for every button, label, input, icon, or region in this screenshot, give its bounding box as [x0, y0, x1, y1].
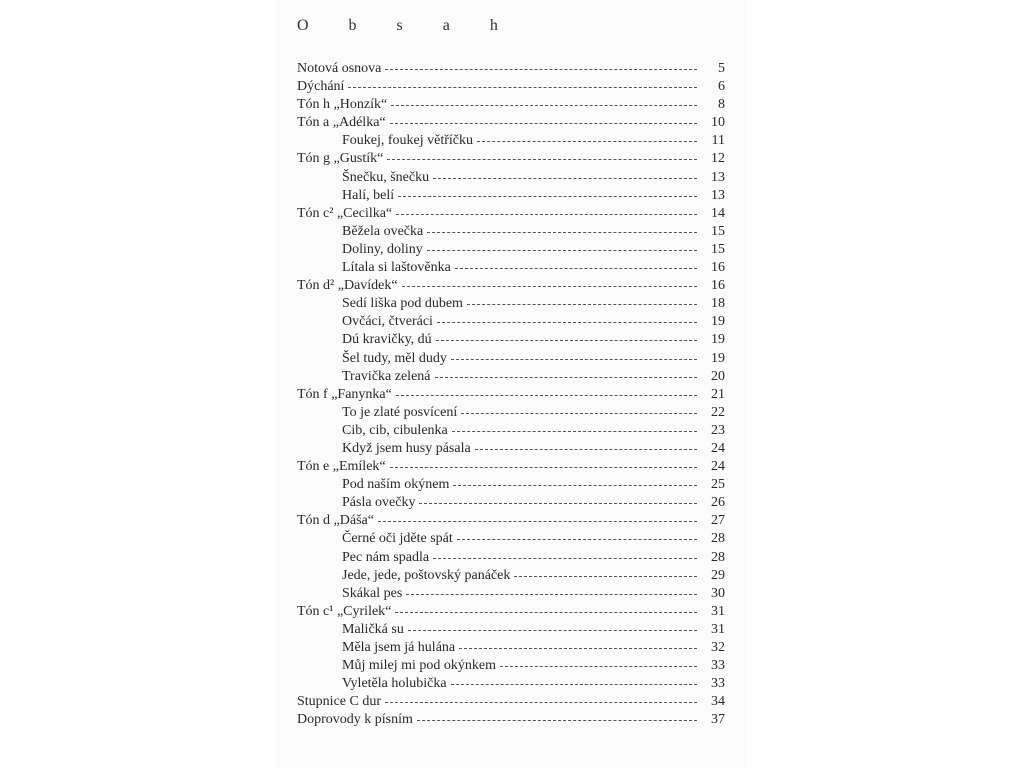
toc-subentry[interactable] [297, 331, 725, 349]
toc-page-number: 25 [711, 477, 725, 493]
dotted-leader [453, 485, 697, 486]
toc-entry-label: Doliny, doliny [342, 241, 423, 257]
toc-page-number: 16 [711, 260, 725, 276]
toc-subentry[interactable] [297, 404, 725, 422]
toc-entry-label: Lítala si laštověnka [342, 260, 451, 276]
toc-page-number: 23 [711, 422, 725, 438]
dotted-leader [390, 467, 697, 468]
toc-page-number: 22 [711, 404, 725, 420]
toc-subentry[interactable] [297, 313, 725, 331]
dotted-leader [417, 720, 697, 721]
page-title: O b s a h [297, 17, 516, 34]
dotted-leader [437, 322, 697, 323]
toc-page-number: 6 [718, 79, 725, 95]
toc-page-number: 29 [711, 567, 725, 583]
toc-page-number: 27 [711, 513, 725, 529]
toc-page-number: 13 [711, 187, 725, 203]
toc-page-number: 24 [711, 440, 725, 456]
toc-subentry[interactable] [297, 549, 725, 567]
toc-page-number: 14 [711, 205, 725, 221]
toc-subentry[interactable] [297, 440, 725, 458]
toc-entry-label: Cib, cib, cibulenka [342, 422, 448, 438]
dotted-leader [385, 69, 697, 70]
toc-entry-label: Notová osnova [297, 61, 382, 76]
toc-entry[interactable] [297, 386, 725, 404]
toc-subentry[interactable] [297, 223, 725, 241]
toc-entry-label: Dú kravičky, dú [342, 332, 432, 348]
dotted-leader [477, 141, 697, 142]
toc-entry[interactable] [297, 114, 725, 132]
dotted-leader [433, 558, 697, 559]
toc-entry-label: Tón h „Honzík“ [297, 97, 388, 113]
dotted-leader [390, 123, 697, 124]
dotted-leader [391, 105, 697, 106]
toc-page-number: 28 [711, 549, 725, 565]
dotted-leader [455, 268, 697, 269]
toc-entry-label: Šnečku, šnečku [342, 169, 430, 185]
toc-subentry[interactable] [297, 657, 725, 675]
toc-page-number: 24 [711, 459, 725, 475]
toc-entry[interactable] [297, 96, 725, 114]
toc-page-number: 30 [711, 585, 725, 601]
toc-subentry[interactable] [297, 494, 725, 512]
toc-page-number: 8 [718, 97, 725, 113]
dotted-leader [459, 648, 697, 649]
toc-page-number: 5 [718, 61, 725, 76]
toc-entry-label: Měla jsem já hulána [342, 640, 456, 655]
dotted-leader [433, 178, 697, 179]
toc-entry-label: Tón d „Dáša“ [297, 513, 374, 529]
toc-subentry[interactable] [297, 187, 725, 205]
dotted-leader [435, 377, 698, 378]
toc-entry[interactable] [297, 458, 725, 476]
toc-entry[interactable] [297, 205, 725, 223]
toc-entry-label: Ovčáci, čtveráci [342, 314, 433, 330]
toc-entry[interactable] [297, 512, 725, 530]
dotted-leader [451, 684, 697, 685]
toc-page-number: 31 [711, 621, 725, 637]
dotted-leader [467, 304, 697, 305]
toc-entry[interactable] [297, 603, 725, 621]
toc-page-number: 34 [711, 694, 725, 710]
dotted-leader [398, 196, 697, 197]
dotted-leader [419, 503, 697, 504]
dotted-leader [395, 612, 697, 613]
toc-entry[interactable] [297, 277, 725, 295]
toc-subentry[interactable] [297, 422, 725, 440]
toc-entry-label: Vyletěla holubička [342, 676, 447, 692]
toc-entry-label: Pec nám spadla [342, 549, 430, 565]
toc-subentry[interactable] [297, 530, 725, 548]
toc-page-number: 20 [711, 368, 725, 384]
dotted-leader [436, 340, 697, 341]
toc-entry-label: Tón c¹ „Cyrilek“ [297, 603, 392, 619]
toc-entry-label: Když jsem husy pásala [342, 440, 471, 456]
toc-subentry[interactable] [297, 675, 725, 693]
toc-subentry[interactable] [297, 567, 725, 585]
dotted-leader [385, 702, 697, 703]
toc-subentry[interactable] [297, 241, 725, 259]
toc-page-number: 33 [711, 676, 725, 692]
toc-subentry[interactable] [297, 169, 725, 187]
dotted-leader [348, 87, 697, 88]
toc-entry-label: Travička zelená [342, 368, 431, 384]
dotted-leader [406, 594, 697, 595]
toc-subentry[interactable] [297, 476, 725, 494]
dotted-leader [427, 250, 697, 251]
toc-entry-label: Pod naším okýnem [342, 477, 450, 493]
dotted-leader [461, 413, 697, 414]
toc-subentry[interactable] [297, 350, 725, 368]
toc-entry-label: Šel tudy, měl dudy [342, 350, 447, 366]
toc-page-number: 32 [711, 640, 725, 655]
toc-entry[interactable] [297, 693, 725, 711]
toc-entry-label: Tón g „Gustík“ [297, 151, 384, 167]
toc-page-number: 13 [711, 169, 725, 185]
dotted-leader [402, 286, 697, 287]
toc-page-number: 37 [711, 712, 725, 728]
toc-page-number: 12 [711, 151, 725, 167]
toc-entry-label: Stupnice C dur [297, 694, 381, 710]
toc-entry[interactable] [297, 150, 725, 168]
table-of-contents [297, 60, 725, 729]
dotted-leader [396, 214, 697, 215]
toc-entry-label: Dýchání [297, 79, 345, 95]
toc-subentry[interactable] [297, 585, 725, 603]
toc-subentry[interactable] [297, 621, 725, 639]
toc-page-number: 28 [711, 531, 725, 547]
toc-entry-label: Tón a „Adélka“ [297, 115, 386, 131]
dotted-leader [457, 539, 697, 540]
toc-page-number: 19 [711, 314, 725, 330]
toc-entry-label: Tón e „Emílek“ [297, 459, 386, 475]
toc-entry-label: Skákal pes [342, 585, 403, 601]
dotted-leader [514, 576, 697, 577]
toc-page-number: 31 [711, 603, 725, 619]
toc-page-number: 19 [711, 332, 725, 348]
dotted-leader [387, 159, 697, 160]
toc-entry-label: Černé oči jděte spát [342, 531, 453, 547]
toc-subentry[interactable] [297, 639, 725, 657]
dotted-leader [451, 359, 697, 360]
toc-subentry[interactable] [297, 295, 725, 313]
toc-page-number: 26 [711, 495, 725, 511]
toc-page-number: 18 [711, 296, 725, 312]
toc-page-number: 10 [711, 115, 725, 131]
dotted-leader [378, 521, 697, 522]
toc-entry[interactable] [297, 711, 725, 729]
toc-page-number: 21 [711, 386, 725, 402]
toc-entry-label: Maličká su [342, 621, 404, 637]
toc-entry-label: Doprovody k písním [297, 712, 413, 728]
toc-entry-label: Pásla ovečky [342, 495, 416, 511]
toc-entry-label: Můj milej mi pod okýnkem [342, 658, 496, 674]
dotted-leader [475, 449, 697, 450]
dotted-leader [452, 431, 697, 432]
toc-entry-label: Tón d² „Davídek“ [297, 278, 398, 294]
toc-entry-label: Jede, jede, poštovský panáček [342, 567, 511, 583]
toc-entry-label: To je zlaté posvícení [342, 404, 458, 420]
toc-subentry[interactable] [297, 132, 725, 150]
toc-page-number: 11 [711, 133, 725, 149]
toc-entry[interactable] [297, 78, 725, 96]
toc-entry-label: Tón f „Fanynka“ [297, 386, 392, 402]
toc-entry[interactable] [297, 60, 725, 78]
toc-entry-label: Foukej, foukej větříčku [342, 133, 474, 149]
toc-subentry[interactable] [297, 368, 725, 386]
toc-page-number: 15 [711, 223, 725, 239]
toc-entry-label: Běžela ovečka [342, 223, 424, 239]
dotted-leader [396, 395, 697, 396]
dotted-leader [408, 630, 697, 631]
toc-subentry[interactable] [297, 259, 725, 277]
toc-entry-label: Tón c² „Cecilka“ [297, 205, 393, 221]
toc-page-number: 19 [711, 350, 725, 366]
toc-entry-label: Halí, belí [342, 187, 395, 203]
dotted-leader [427, 232, 697, 233]
toc-page-number: 16 [711, 278, 725, 294]
toc-page-number: 15 [711, 241, 725, 257]
toc-entry-label: Sedí liška pod dubem [342, 296, 463, 312]
dotted-leader [500, 666, 697, 667]
toc-page-number: 33 [711, 658, 725, 674]
